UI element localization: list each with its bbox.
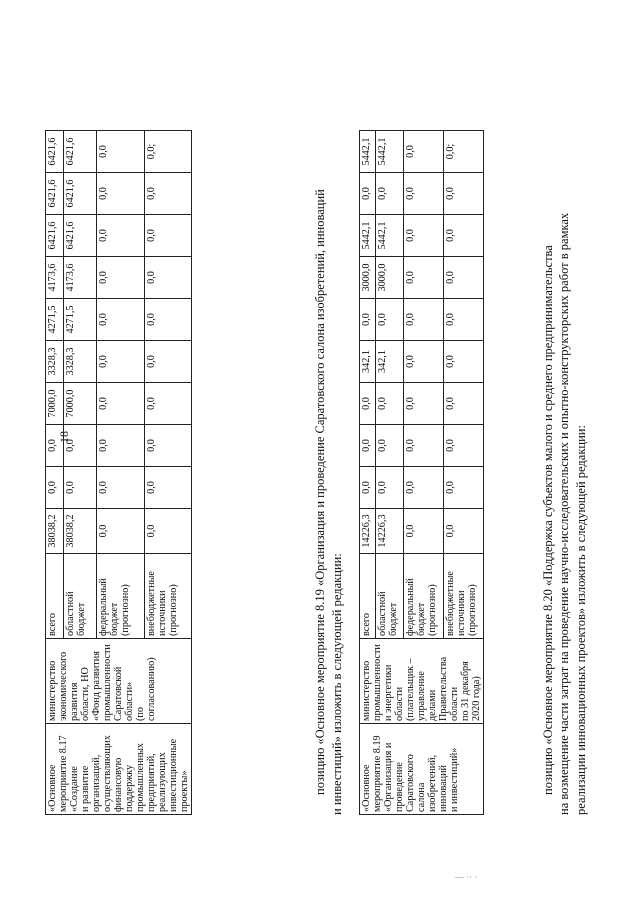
table-8-17-executor-line: министерство	[47, 660, 58, 721]
table-8-17-value-cell: 4173,6	[64, 257, 97, 299]
table-8-17-body	[46, 131, 192, 815]
table-8-19-measure-name-line: «Основное	[361, 764, 372, 812]
table-8-19-value-cell: 0,0	[403, 425, 443, 467]
table-8-19-measure-name	[360, 724, 484, 815]
table-8-17-value-cell: 6421,6	[64, 131, 97, 173]
table-8-19-value-cell: 342,1	[360, 341, 376, 383]
table-8-19-value-cell: 0,0	[403, 383, 443, 425]
table-8-19-value-cell: 0,0	[443, 425, 483, 467]
table-8-19-value-cell: 0,0	[443, 257, 483, 299]
table-8-19-value-cell: 0,0	[443, 467, 483, 509]
table-8-17-executor-line: Саратовской	[113, 666, 125, 721]
table-8-19-executor-line: (плательщик –	[405, 658, 417, 721]
table-8-19-value-cell: 0,0	[360, 383, 376, 425]
table-8-19-measure-name-line: инноваций	[438, 764, 450, 812]
table-8-17-value-cell: 3328,3	[64, 341, 97, 383]
table-8-19-value-cell: 0,0	[443, 509, 483, 554]
table-8-17-value-cell: 0,0	[144, 467, 191, 509]
table-8-17-executor-line: области, НО	[80, 667, 92, 721]
table-8-17-value-cell: 3328,3	[46, 341, 64, 383]
table-8-19-executor-line: области	[449, 686, 461, 721]
table-8-19-row	[360, 131, 376, 815]
table-8-19-value-cell: 342,1	[375, 341, 403, 383]
table-8-17-funding-source: всего	[46, 554, 64, 639]
table-8-19-value-cell: 3000,0	[375, 257, 403, 299]
table-8-19-value-cell: 0,0	[443, 215, 483, 257]
table-8-17-funding-source: внебюджетные источники (прогнозно)	[144, 554, 191, 639]
table-8-17-value-cell: 6421,6	[64, 215, 97, 257]
table-8-17-value-cell: 0,0	[97, 425, 144, 467]
table-8-17-measure-name-line: «Основное	[47, 764, 58, 812]
table-8-17-value-cell: 4173,6	[46, 257, 64, 299]
paragraph-8-20	[540, 35, 589, 815]
table-8-19-executor-line: 2020 года)	[471, 676, 483, 721]
table-8-17-value-cell: 0,0	[97, 383, 144, 425]
table-8-19-value-cell: 5442,1	[375, 131, 403, 173]
table-8-19-executor-line: делами	[427, 689, 439, 721]
table-8-17-row	[46, 131, 64, 815]
table-8-17-measure-name-line: организаций,	[91, 754, 103, 812]
table-8-19-funding-source: внебюджетные источники (прогнозно)	[443, 554, 483, 639]
table-8-19-value-cell: 14226,3	[360, 509, 376, 554]
table-8-19-value-cell: 0,0;	[443, 131, 483, 173]
paragraph-8-19-continued	[329, 35, 345, 815]
table-8-17-measure-name-line: осуществляющих	[102, 735, 114, 812]
table-8-17-measure-name-line: проекты»	[179, 770, 191, 812]
table-8-17-value-cell: 0,0	[144, 257, 191, 299]
table-8-17-executor-line: (по согласованию)	[135, 657, 158, 721]
table-8-17-value-cell: 6421,6	[64, 173, 97, 215]
table-8-17-value-cell: 0,0	[97, 299, 144, 341]
table-8-19-measure-name-line: салона изобретений,	[416, 754, 439, 812]
table-8-17-value-cell: 38038,2	[64, 509, 97, 554]
table-8-19-value-cell: 0,0	[375, 173, 403, 215]
table-8-17-value-cell: 0,0	[97, 131, 144, 173]
table-8-19-value-cell: 5442,1	[360, 131, 376, 173]
table-8-17-executor-line: промышленности	[102, 644, 114, 721]
table-8-17-measure-name-line: инвестиционные	[168, 738, 180, 812]
table-8-17-value-cell: 6421,6	[46, 173, 64, 215]
table-8-17-value-cell: 0,0	[144, 215, 191, 257]
table-8-19-value-cell: 0,0	[403, 299, 443, 341]
scan-mark: — ·· ·	[455, 872, 478, 882]
table-8-17-measure-name-line: «Создание	[69, 766, 81, 812]
table-8-17-funding-source: областной бюджет	[64, 554, 97, 639]
table-8-17-value-cell: 0,0;	[144, 131, 191, 173]
table-8-19-value-cell: 0,0	[403, 131, 443, 173]
table-8-17-measure-name-line: промышленных	[135, 742, 147, 812]
table-8-19-value-cell: 0,0	[443, 383, 483, 425]
table-8-17-value-cell: 6421,6	[46, 215, 64, 257]
table-8-17-executor-line: области»	[124, 681, 136, 721]
paragraph-8-19	[312, 35, 328, 795]
table-8-17-value-cell: 0,0	[97, 173, 144, 215]
table-8-19-value-cell: 0,0	[403, 173, 443, 215]
table-8-19-measure-name-line: «Организация и	[383, 742, 395, 812]
paragraph-8-19-line-2: и инвестиций» изложить в следующей редакции:	[330, 553, 344, 815]
table-8-19-value-cell: 0,0	[375, 467, 403, 509]
table-8-19-value-cell: 0,0	[403, 341, 443, 383]
table-8-17-executor	[46, 639, 192, 724]
table-8-19-measure-name-line: Саратовского	[405, 754, 417, 812]
table-8-17-value-cell: 6421,6	[46, 131, 64, 173]
table-8-19-value-cell: 14226,3	[375, 509, 403, 554]
table-8-19-body	[360, 131, 484, 815]
table-8-19-value-cell: 0,0	[443, 341, 483, 383]
table-8-19-executor-line: области	[394, 686, 406, 721]
table-8-17-value-cell: 4271,5	[46, 299, 64, 341]
table-8-19-value-cell: 0,0	[375, 299, 403, 341]
table-8-19-funding-source: областной бюджет	[375, 554, 403, 639]
paragraph-8-19-line-1: позицию «Основное мероприятие 8.19 «Организация и проведение Саратовского салона изобретений, инноваций	[313, 189, 327, 795]
table-8-19-measure-name-line: проведение	[394, 762, 406, 812]
table-8-19-value-cell: 0,0	[403, 257, 443, 299]
table-8-17-value-cell: 38038,2	[46, 509, 64, 554]
table-8-17-executor-line: развития	[69, 682, 81, 721]
table-8-19	[359, 130, 484, 815]
table-8-17-value-cell: 0,0	[144, 425, 191, 467]
table-8-19-executor	[360, 639, 484, 724]
table-8-19-value-cell: 0,0	[360, 467, 376, 509]
table-8-19-value-cell: 0,0	[403, 509, 443, 554]
table-8-17-value-cell: 0,0	[97, 341, 144, 383]
table-8-17-measure-name-line: финансовую	[113, 757, 125, 812]
table-8-19-funding-source: всего	[360, 554, 376, 639]
table-8-19-value-cell: 5442,1	[375, 215, 403, 257]
table-8-17-measure-name-line: поддержку	[124, 764, 136, 812]
table-8-19-value-cell: 0,0	[360, 425, 376, 467]
table-8-19-executor-line: управление	[416, 671, 428, 721]
table-8-19-measure-name-line: мероприятие 8.19	[372, 735, 384, 812]
table-8-17-funding-source: федеральный бюджет (прогнозно)	[97, 554, 144, 639]
table-8-17-executor-line: «Фонд развития	[91, 651, 103, 721]
table-8-19-value-cell: 0,0	[360, 299, 376, 341]
table-8-19-funding-source: федеральный бюджет (прогнозно)	[403, 554, 443, 639]
table-8-17-value-cell: 0,0	[97, 257, 144, 299]
table-8-17-value-cell: 0,0	[97, 509, 144, 554]
table-8-19-value-cell: 0,0	[403, 215, 443, 257]
table-8-17-value-cell: 0,0	[144, 383, 191, 425]
table-8-19-value-cell: 0,0	[360, 173, 376, 215]
table-8-17-value-cell: 0,0	[97, 215, 144, 257]
table-8-19-executor-line: промышленности	[372, 644, 384, 721]
table-8-17-value-cell: 0,0	[64, 467, 97, 509]
table-8-17-value-cell: 0,0	[46, 467, 64, 509]
table-8-17-value-cell: 0,0	[144, 341, 191, 383]
table-8-17-value-cell: 0,0	[144, 299, 191, 341]
table-8-17-executor-line: экономического	[58, 651, 70, 721]
paragraph-8-20-line-1: позицию «Основное мероприятие 8.20 «Поддержка субъектов малого и среднего предпринимательства	[541, 245, 555, 795]
table-8-19-executor-line: по 31 декабря	[460, 661, 472, 721]
table-8-17-value-cell: 7000,0	[64, 383, 97, 425]
table-8-19-value-cell: 5442,1	[360, 215, 376, 257]
table-8-17-measure-name-line: мероприятие 8.17	[58, 735, 70, 812]
table-8-19-value-cell: 0,0	[443, 299, 483, 341]
table-8-19-executor-line: министерство	[361, 660, 372, 721]
paragraph-8-20-line-2: на возмещение части затрат на проведение научно-исследовательских и опытно-конструкторских работ в рамках	[557, 212, 572, 815]
table-8-17-value-cell: 0,0	[144, 509, 191, 554]
table-8-19-value-cell: 0,0	[375, 383, 403, 425]
table-8-19-value-cell: 3000,0	[360, 257, 376, 299]
table-8-17	[45, 130, 192, 815]
paragraph-8-20-line-3: реализации инновационных проектов» изложить в следующей редакции:	[573, 425, 588, 815]
table-8-17-value-cell: 7000,0	[46, 383, 64, 425]
page-number: 18	[57, 431, 71, 443]
table-8-17-value-cell: 0,0	[97, 467, 144, 509]
table-8-17-measure-name-line: и развитие	[80, 765, 92, 812]
table-8-19-executor-line: Правительства	[438, 656, 450, 721]
table-8-17-value-cell: 0,0	[64, 425, 97, 467]
table-8-17-value-cell: 0,0	[46, 425, 64, 467]
table-8-17-measure-name-line: реализующих	[157, 752, 169, 812]
table-8-19-value-cell: 0,0	[443, 173, 483, 215]
table-8-19-value-cell: 0,0	[375, 425, 403, 467]
table-8-17-measure-name-line: предприятий,	[146, 753, 158, 812]
table-8-17-value-cell: 0,0	[144, 173, 191, 215]
table-8-17-measure-name	[46, 724, 192, 815]
table-8-19-executor-line: и энергетики	[383, 664, 395, 721]
table-8-17-value-cell: 4271,5	[64, 299, 97, 341]
table-8-19-value-cell: 0,0	[403, 467, 443, 509]
table-8-19-measure-name-line: и инвестиций»	[449, 747, 461, 812]
